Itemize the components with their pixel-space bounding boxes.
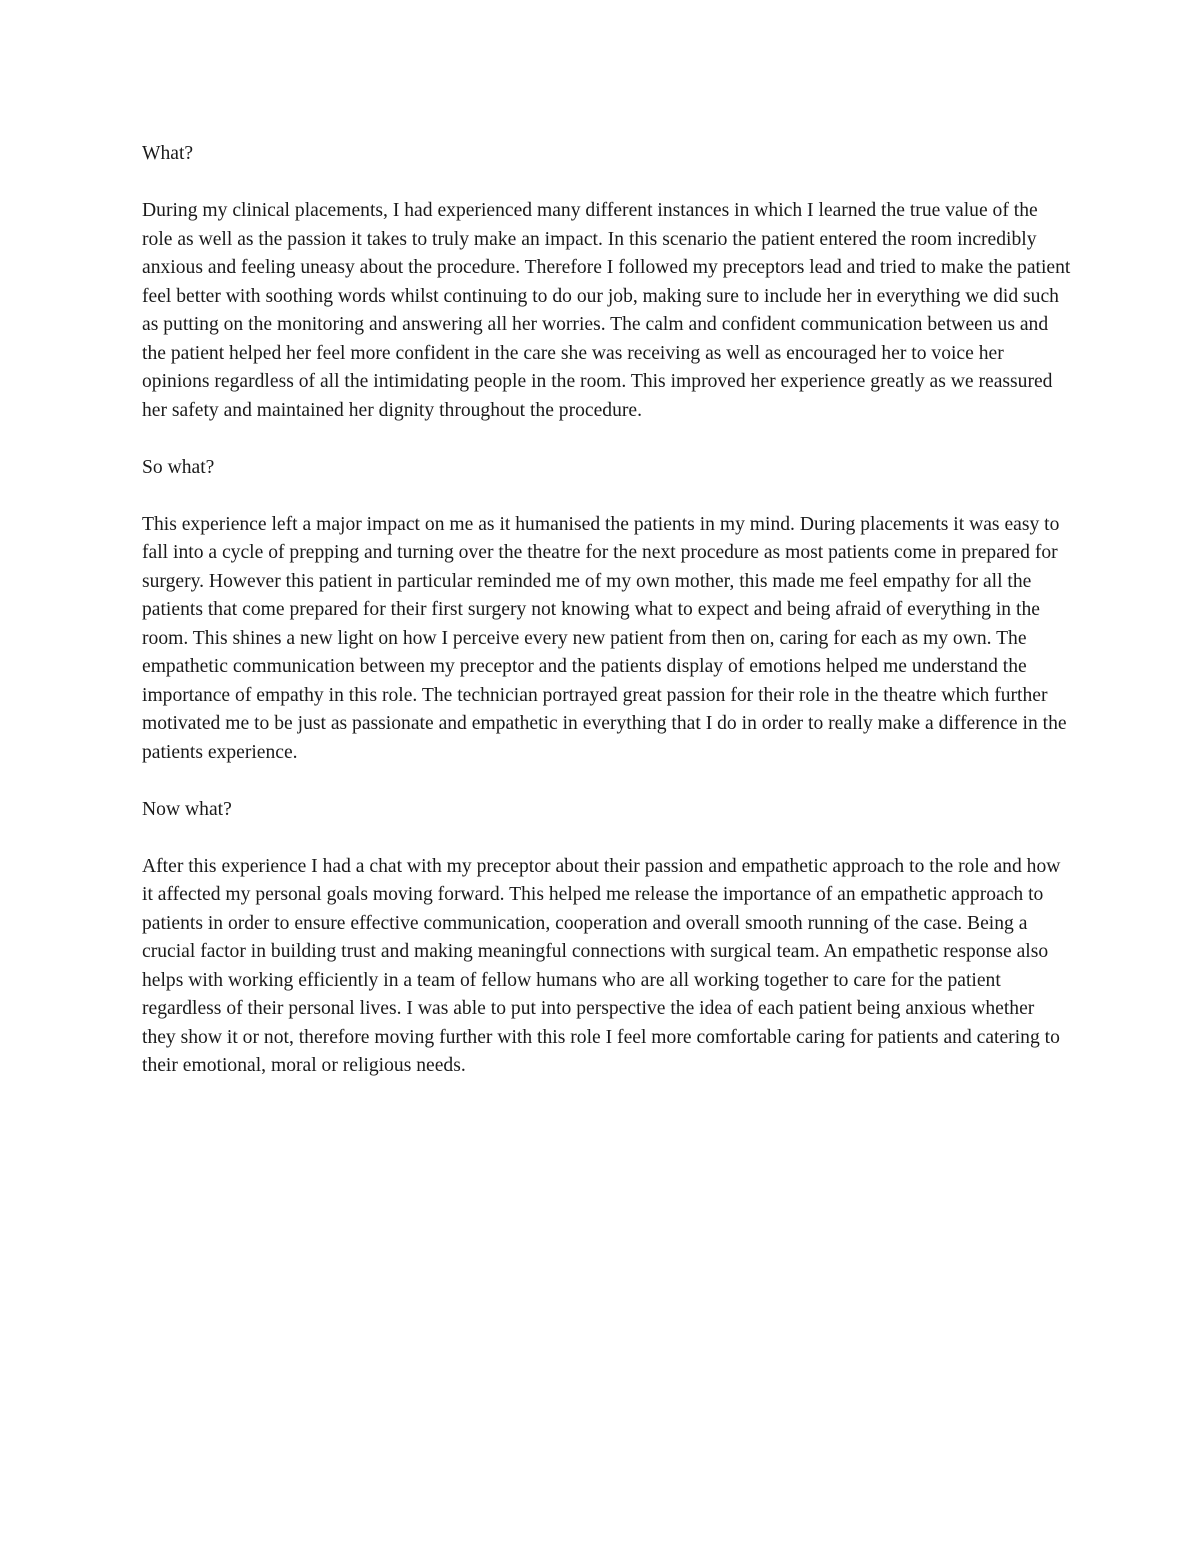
section-paragraph-now-what: After this experience I had a chat with my preceptor about their passion and empathetic approach to the role and how it affected my personal goals moving forward. This helped me release the importance of an empathetic approach to patients in order to ensure effective communication, cooperation and overall smooth running of the case. Being a crucial factor in building trust and making meaningful connections with surgical team. An empathetic response also helps with working efficiently in a team of fellow humans who are all working together to care for the patient regardless of their personal lives. I was able to put into perspective the idea of each patient being anxious whether they show it or not, therefore moving further with this role I feel more comfortable caring for patients and catering to their emotional, moral or religious needs. [142,855,1061,1076]
section-paragraph-so-what: This experience left a major impact on me as it humanised the patients in my mind. During placements it was easy to fall into a cycle of prepping and turning over the theatre for the next procedure as most patients come in prepared for surgery. However this patient in particular reminded me of my own mother, this made me feel empathy for all the patients that come prepared for their first surgery not knowing what to expect and being afraid of everything in the room. This shines a new light on how I perceive every new patient from then on, caring for each as my own. The empathetic communication between my preceptor and the patients display of emotions helped me understand the importance of empathy in this role. The technician portrayed great passion for their role in the theatre which further motivated me to be just as passionate and empathetic in everything that I do in order to really make a difference in the patients experience. [142,513,1067,763]
section-heading-so-what: So what? [142,456,215,478]
section-paragraph-what: During my clinical placements, I had experienced many different instances in which I learned the true value of the role as well as the passion it takes to truly make an impact. In this scenario the patient entered the room incredibly anxious and feeling uneasy about the procedure. Therefore I followed my preceptors lead and tried to make the patient feel better with soothing words whilst continuing to do our job, making sure to include her in everything we did such as putting on the monitoring and answering all her worries. The calm and confident communication between us and the patient helped her feel more confident in the care she was receiving as well as encouraged her to voice her opinions regardless of all the intimidating people in the room. This improved her experience greatly as we reassured her safety and maintained her dignity throughout the procedure. [142,200,1071,421]
section-heading-now-what: Now what? [142,798,232,820]
section-heading-what: What? [142,143,194,164]
document-body [142,140,1072,1109]
